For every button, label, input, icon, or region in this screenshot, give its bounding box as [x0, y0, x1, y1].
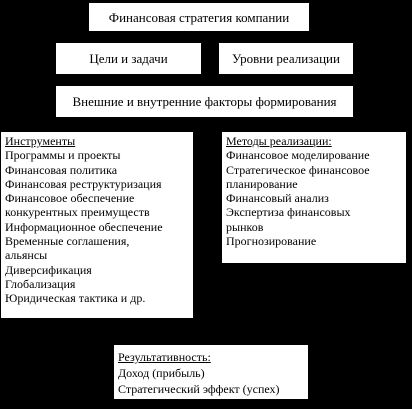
methods-item: рынков — [226, 219, 264, 234]
methods-item: Стратегическое финансовое — [226, 162, 370, 177]
methods-item: Прогнозирование — [226, 234, 317, 249]
tools-item: Финансовая реструктуризация — [5, 176, 162, 191]
methods-item: Финансовый анализ — [226, 191, 329, 206]
tools-box — [0, 131, 194, 319]
tools-item: Диверсификация — [5, 262, 92, 277]
methods-item: Экспертиза финансовых — [226, 205, 351, 220]
goals-label: Цели и задачи — [89, 51, 168, 66]
tools-item: конкурентных преимуществ — [5, 205, 150, 220]
tools-item: Информационное обеспечение — [5, 219, 163, 234]
tools-item: Временные соглашения, — [5, 234, 130, 249]
strategy-box — [88, 2, 310, 32]
tools-title: Инструменты — [5, 134, 76, 148]
methods-title: Методы реализации: — [226, 134, 332, 148]
tools-item: Финансовое обеспечение — [5, 191, 135, 206]
factors-label: Внешние и внутренние факторы формирования — [72, 94, 337, 109]
strategy-label: Финансовая стратегия компании — [108, 9, 290, 25]
factors-box — [55, 85, 354, 118]
levels-box — [218, 42, 354, 75]
results-box — [113, 344, 309, 400]
results-item: Доход (прибыль) — [118, 366, 205, 380]
results-item: Стратегический эффект (успех) — [118, 382, 280, 396]
methods-item: планирование — [226, 176, 298, 191]
levels-label: Уровни реализации — [232, 51, 340, 66]
tools-item: Финансовая политика — [5, 162, 118, 177]
methods-box — [221, 131, 407, 264]
methods-item: Финансовое моделирование — [226, 148, 370, 163]
tools-item: Юридическая тактика и др. — [5, 291, 146, 306]
results-title: Результативность: — [118, 350, 211, 364]
tools-item: Глобализация — [5, 276, 76, 291]
tools-item: Программы и проекты — [5, 148, 121, 163]
goals-box — [55, 42, 202, 75]
tools-item: альянсы — [5, 248, 48, 263]
